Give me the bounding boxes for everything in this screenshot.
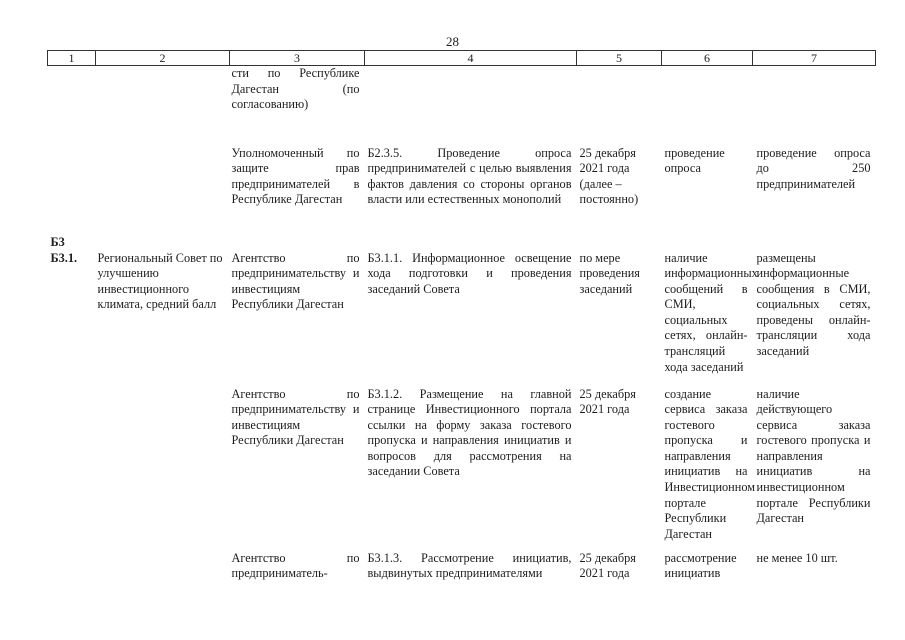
cell-indicator: создание сервиса заказа гостевого пропуска и направления инициатив на Инвестиционном портале Республики Дагестан [664, 386, 756, 541]
cell-name [96, 235, 230, 251]
cell-measure: Б3.1.1. Информационное освещение хода подготовки и проведения заседаний Совета [367, 250, 572, 296]
table-row [48, 66, 876, 146]
cell-deadline: 25 декабря 2021 года [579, 550, 636, 581]
cell-responsible: Агентство по предприниматель- [231, 550, 360, 581]
cell-measure: Б2.3.5. Проведение опроса предпринимателей с целью выявления фактов давления со стороны органов власти или естественных монополий [367, 145, 572, 207]
cell-responsible: Уполномоченный по защите прав предпринимателей в Республике Дагестан [231, 145, 360, 207]
cell-measure: Б3.1.3. Рассмотрение инициатив, выдвинутых предпринимателями [367, 550, 572, 581]
cell-responsible [230, 235, 365, 251]
column-header: 4 [365, 51, 577, 66]
page-number: 28 [446, 34, 459, 49]
column-number-row [48, 51, 876, 66]
cell-responsible: сти по Республике Дагестан (по согласованию) [231, 66, 360, 112]
cell-indicator [662, 235, 753, 251]
cell-name [96, 387, 230, 551]
cell-name [96, 66, 230, 146]
column-header: 1 [48, 51, 96, 66]
column-header: 6 [662, 51, 753, 66]
cell-result [753, 235, 876, 251]
cell-id: Б3.1. [50, 250, 78, 265]
cell-id: Б3 [50, 234, 65, 249]
cell-name: Региональный Совет по улучшению инвестиционного климата, средний балл [97, 250, 223, 312]
cell-name [96, 146, 230, 235]
cell-deadline [577, 66, 662, 146]
cell-result: наличие действующего сервиса заказа гостевого пропуска и направления инициатив на инвестиционном портале Республики Дагестан [756, 386, 871, 526]
cell-indicator: наличие информационных сообщений в СМИ, социальных сетях, онлайн-трансляций хода заседаний [664, 250, 758, 374]
cell-result [753, 66, 876, 146]
cell-deadline: по мере проведения заседаний [579, 250, 640, 296]
table-row [48, 235, 876, 251]
measures-table [47, 50, 876, 591]
cell-measure: Б3.1.2. Размещение на главной странице Инвестиционного портала ссылки на форму заказа гостевого пропуска и направления инициатив и вопросов для рассмотрения на заседании Совета [367, 386, 572, 479]
cell-measure [365, 66, 577, 146]
cell-responsible: Агентство по предпринимательству и инвестициям Республики Дагестан [231, 250, 360, 312]
cell-id [48, 387, 96, 551]
cell-responsible: Агентство по предпринимательству и инвестициям Республики Дагестан [231, 386, 360, 448]
cell-indicator: рассмотрение инициатив [664, 550, 737, 581]
cell-indicator: проведение опроса [664, 145, 725, 176]
cell-measure [365, 235, 577, 251]
cell-name [96, 551, 230, 591]
cell-deadline: 25 декабря 2021 года [579, 386, 636, 417]
cell-id [48, 66, 96, 146]
column-header: 2 [96, 51, 230, 66]
table-row [48, 387, 876, 551]
cell-result: размещены информационные сообщения в СМИ, социальных сетях, проведены онлайн-трансляции хода заседаний [756, 250, 871, 359]
cell-deadline: 25 декабря 2021 года (далее – постоянно) [579, 145, 639, 207]
cell-deadline [577, 235, 662, 251]
cell-result: проведение опроса до 250 предпринимателей [756, 145, 871, 191]
cell-result: не менее 10 шт. [756, 550, 838, 565]
table-row [48, 146, 876, 235]
cell-id [48, 146, 96, 235]
cell-id [48, 551, 96, 591]
table-row [48, 551, 876, 591]
table-row [48, 251, 876, 387]
column-header: 3 [230, 51, 365, 66]
column-header: 5 [577, 51, 662, 66]
cell-indicator [662, 66, 753, 146]
column-header: 7 [753, 51, 876, 66]
